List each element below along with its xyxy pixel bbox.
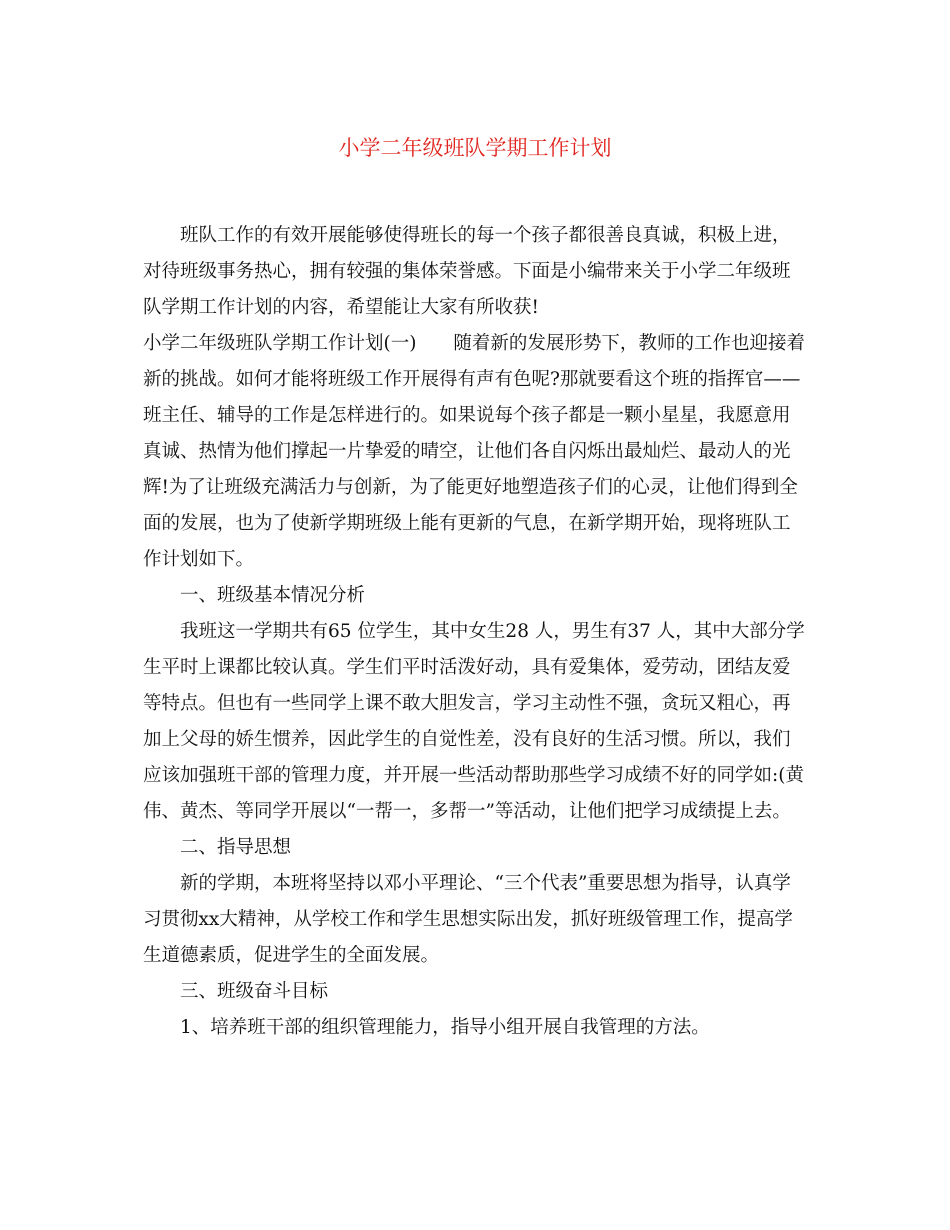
- heading-class-situation: 一、班级基本情况分析: [180, 585, 366, 606]
- heading-class-goals: 三、班级奋斗目标: [180, 981, 329, 1002]
- document-title: 小学二年级班队学期工作计划: [338, 136, 612, 160]
- class-goal-item-1: 1、培养班干部的组织管理能力，指导小组开展自我管理的方法。: [180, 1017, 710, 1038]
- intro-paragraph: 班队工作的有效开展能够使得班长的每一个孩子都很善良真诚，积极上进，对待班级事务热心，拥有较强的集体荣誉感。下面是小编带来关于小学二年级班队学期工作计划的内容，希望能让大家有所收获!: [143, 225, 791, 318]
- document-body: [143, 218, 805, 1046]
- class-situation-paragraph: 我班这一学期共有65 位学生，其中女生28 人，男生有37 人，其中大部分学生平时上课都比较认真。学生们平时活泼好动，具有爱集体，爱劳动，团结友爱等特点。但也有一些同学上课不敢大胆发言，学习主动性不强，贪玩又粗心，再加上父母的娇生惯养，因此学生的自觉性差，没有良好的生活习惯。所以，我们应该加强班干部的管理力度，并开展一些活动帮助那些学习成绩不好的同学如:(黄伟、黄杰、等同学开展以“一帮一，多帮一”等活动，让他们把学习成绩提上去。: [143, 621, 805, 822]
- section-one-lead-paragraph: 小学二年级班队学期工作计划(一) 随着新的发展形势下，教师的工作也迎接着新的挑战。如何才能将班级工作开展得有声有色呢?那就要看这个班的指挥官——班主任、辅导的工作是怎样进行的。如果说每个孩子都是一颗小星星，我愿意用真诚、热情为他们撑起一片挚爱的晴空，让他们各自闪烁出最灿烂、最动人的光辉!为了让班级充满活力与创新，为了能更好地塑造孩子们的心灵，让他们得到全面的发展，也为了使新学期班级上能有更新的气息，在新学期开始，现将班队工作计划如下。: [143, 333, 805, 570]
- heading-guiding-thought: 二、指导思想: [180, 837, 292, 858]
- guiding-thought-paragraph: 新的学期，本班将坚持以邓小平理论、“三个代表”重要思想为指导，认真学习贯彻xx大精神，从学校工作和学生思想实际出发，抓好班级管理工作，提高学生道德素质，促进学生的全面发展。: [143, 873, 793, 966]
